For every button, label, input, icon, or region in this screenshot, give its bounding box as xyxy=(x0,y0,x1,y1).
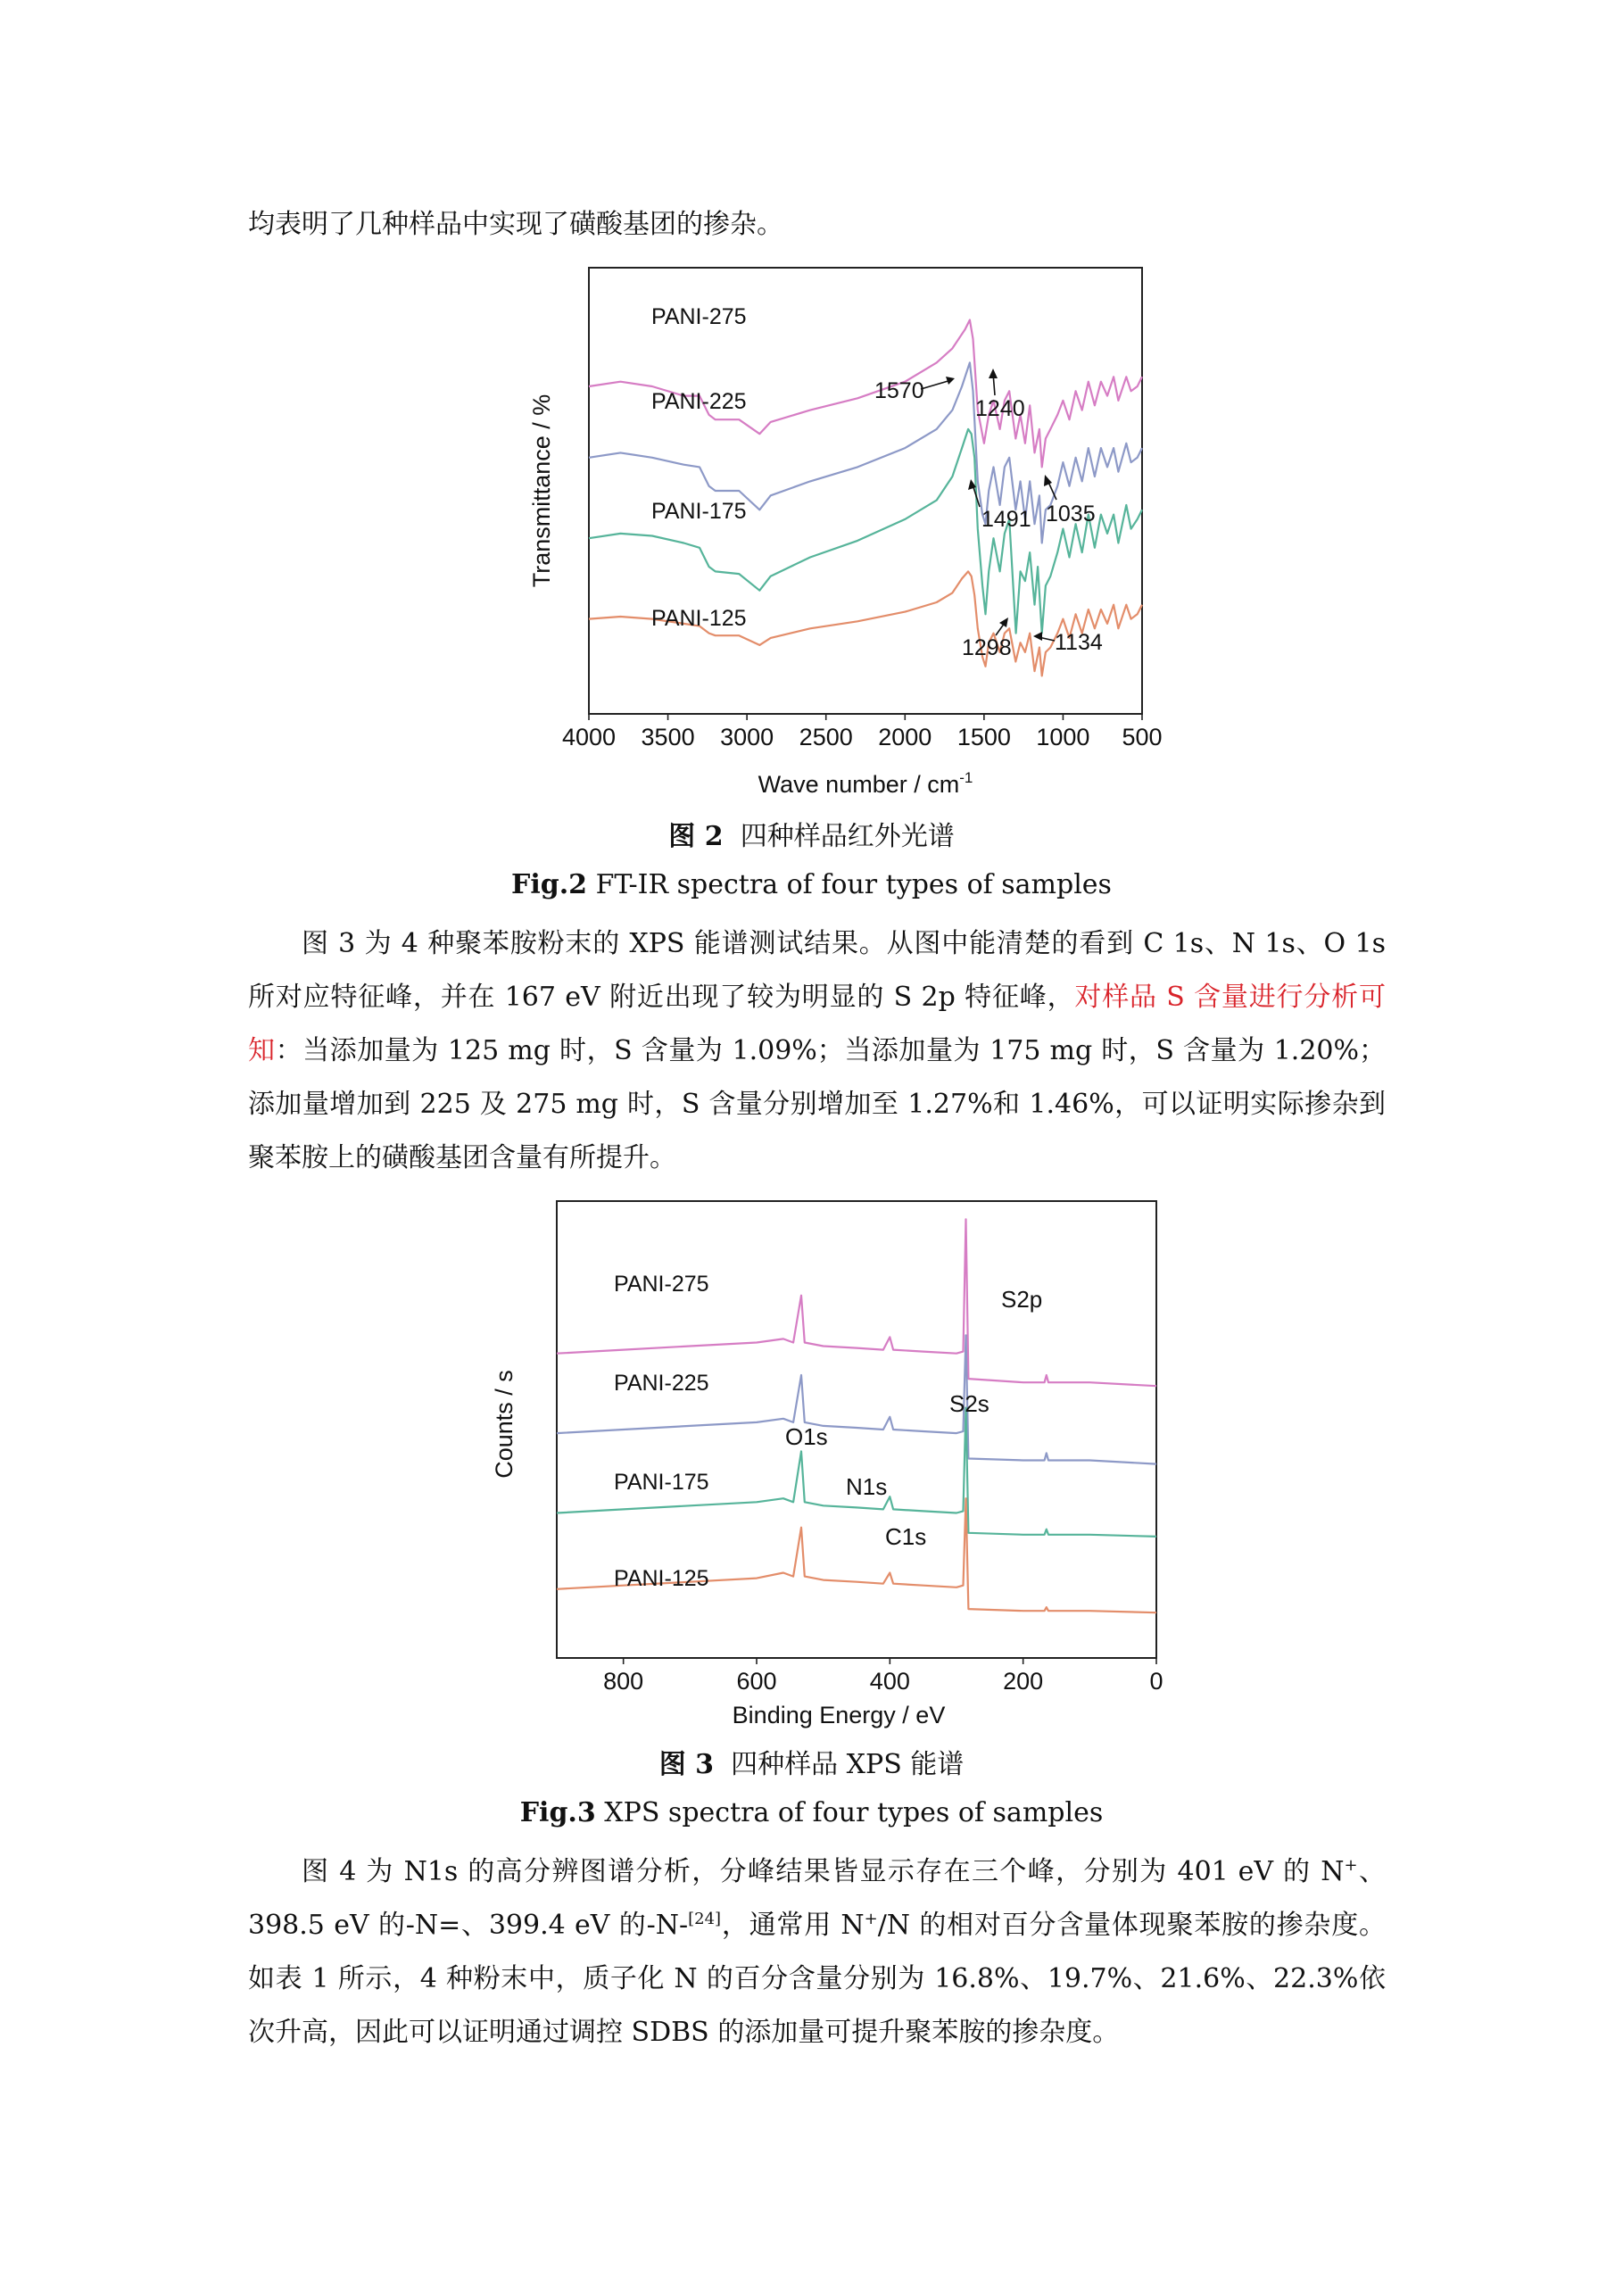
paragraph-n1s-d: /N 的相对百分含量体现聚苯胺的掺杂度。如表 1 所示，4 种粉末中，质子化 N 的百分含量分别为 16.8%、19.7%、21.6%、22.3%依次升高，因此可以证明通过调控 SDBS 的添加量可提升聚苯胺的掺杂度。 xyxy=(248,1910,1386,2048)
x-tick-label: 3500 xyxy=(641,724,695,750)
x-tick-label: 500 xyxy=(1122,724,1163,750)
x-tick-label: 1000 xyxy=(1036,724,1090,750)
paragraph-n1s-sup2: + xyxy=(864,1910,878,1928)
ftir-chart xyxy=(500,257,1178,810)
ftir-annotations xyxy=(874,369,1103,660)
annotation-1491: 1491 xyxy=(981,507,1031,532)
x-tick-label: 800 xyxy=(603,1668,644,1695)
series-line-pani-225 xyxy=(557,1335,1156,1463)
fig3-caption-en-text: XPS spectra of four types of samples xyxy=(604,1797,1104,1828)
fig3-caption-cn-text: 四种样品 XPS 能谱 xyxy=(731,1749,965,1780)
x-tick-label: 2500 xyxy=(799,724,853,750)
fig3-caption-en-label: Fig.3 xyxy=(519,1797,596,1828)
annotation-1240: 1240 xyxy=(975,396,1025,421)
x-tick-label: 400 xyxy=(869,1668,910,1695)
series-label-pani-175: PANI-175 xyxy=(651,499,747,524)
paragraph-xps-part1: 图 3 为 4 种聚苯胺粉末的 XPS 能谱测试结果。从图中能清楚的看到 C 1s、N 1s、O 1s 所对应特征峰，并在 167 eV 附近出现了较为明显的 S 2p 特征峰， xyxy=(248,928,1386,1013)
xps-xlabel: Binding Energy / eV xyxy=(732,1702,946,1728)
xps-ylabel: Counts / s xyxy=(491,1370,518,1479)
series-label-pani-125: PANI-125 xyxy=(651,606,747,631)
annotation-1298: 1298 xyxy=(962,635,1012,660)
series-label-pani-225: PANI-225 xyxy=(614,1371,709,1396)
fig2-caption-en-text: FT-IR spectra of four types of samples xyxy=(595,869,1112,900)
arrowhead-1240 xyxy=(989,369,998,378)
paragraph-xps-highlight: 对样品 S 含量进行分析可知 xyxy=(248,982,1387,1066)
x-tick-label: 200 xyxy=(1003,1668,1044,1695)
fig2-caption-en-label: Fig.2 xyxy=(511,869,588,900)
series-label-pani-125: PANI-125 xyxy=(614,1566,709,1591)
ftir-xlabel xyxy=(758,769,973,798)
paragraph-xps xyxy=(248,917,1386,1185)
fig2-caption-cn-label: 图 2 xyxy=(668,821,724,852)
paragraph-n1s-c: ，通常用 N xyxy=(721,1910,865,1941)
fig2-caption-cn-text: 四种样品红外光谱 xyxy=(740,821,955,852)
paragraph-n1s-a: 图 4 为 N1s 的高分辨图谱分析，分峰结果皆显示存在三个峰，分别为 401 eV 的 N xyxy=(302,1856,1345,1887)
fig3-caption-cn-label: 图 3 xyxy=(658,1749,715,1780)
series-label-pani-275: PANI-275 xyxy=(614,1272,709,1297)
xps-chart xyxy=(482,1190,1163,1735)
annotation-c1s: C1s xyxy=(885,1523,927,1550)
arrowhead-1035 xyxy=(1044,475,1052,486)
x-tick-label: 4000 xyxy=(561,724,617,750)
series-line-pani-175 xyxy=(589,429,1142,634)
paragraph-n1s-b: 、398.5 eV 的-N=、399.4 eV 的-N- xyxy=(248,1856,1386,1941)
annotation-n1s: N1s xyxy=(846,1473,888,1500)
series-label-pani-275: PANI-275 xyxy=(651,304,747,329)
annotation-1134: 1134 xyxy=(1055,630,1103,655)
fig2-caption-en xyxy=(0,869,1623,900)
series-label-pani-175: PANI-175 xyxy=(614,1470,709,1495)
intro-line: 均表明了几种样品中实现了磺酸基团的掺杂。 xyxy=(248,209,783,240)
fig3-caption-en xyxy=(0,1797,1623,1828)
fig3-caption-cn xyxy=(0,1742,1623,1781)
arrow-1570 xyxy=(921,380,951,389)
ftir-ylabel: Transmittance / % xyxy=(528,394,555,588)
arrowhead-1570 xyxy=(946,377,955,385)
fig2-caption-cn xyxy=(0,814,1623,853)
x-tick-label: 600 xyxy=(736,1668,777,1695)
arrowhead-1298 xyxy=(999,618,1008,627)
paragraph-n1s-sup1: + xyxy=(1344,1856,1358,1875)
annotation-s2p: S2p xyxy=(1001,1286,1043,1313)
arrowhead-1134 xyxy=(1033,632,1042,641)
ftir-xlabel-text: Wave number / cm xyxy=(758,771,960,798)
x-tick-label: 1500 xyxy=(956,724,1011,750)
paragraph-n1s xyxy=(248,1845,1386,2060)
series-line-pani-275 xyxy=(557,1219,1156,1386)
annotation-1035: 1035 xyxy=(1046,501,1096,526)
series-line-pani-125 xyxy=(557,1498,1156,1612)
paragraph-n1s-ref: [24] xyxy=(688,1910,722,1928)
paragraph-xps-part2: ：当添加量为 125 mg 时，S 含量为 1.09%；当添加量为 175 mg 时，S 含量为 1.20%；添加量增加到 225 及 275 mg 时，S 含量分别增加至 1.27%和 1.46%，可以证明实际掺杂到聚苯胺上的磺酸基团含量有所提升。 xyxy=(248,1035,1387,1173)
series-label-pani-225: PANI-225 xyxy=(651,389,747,414)
annotation-1570: 1570 xyxy=(874,378,924,403)
annotation-o1s: O1s xyxy=(785,1423,828,1450)
x-tick-label: 2000 xyxy=(878,724,932,750)
x-tick-label: 3000 xyxy=(720,724,774,750)
ftir-xlabel-sup: -1 xyxy=(959,769,973,786)
x-tick-label: 0 xyxy=(1149,1668,1163,1695)
annotation-s2s: S2s xyxy=(949,1390,990,1417)
